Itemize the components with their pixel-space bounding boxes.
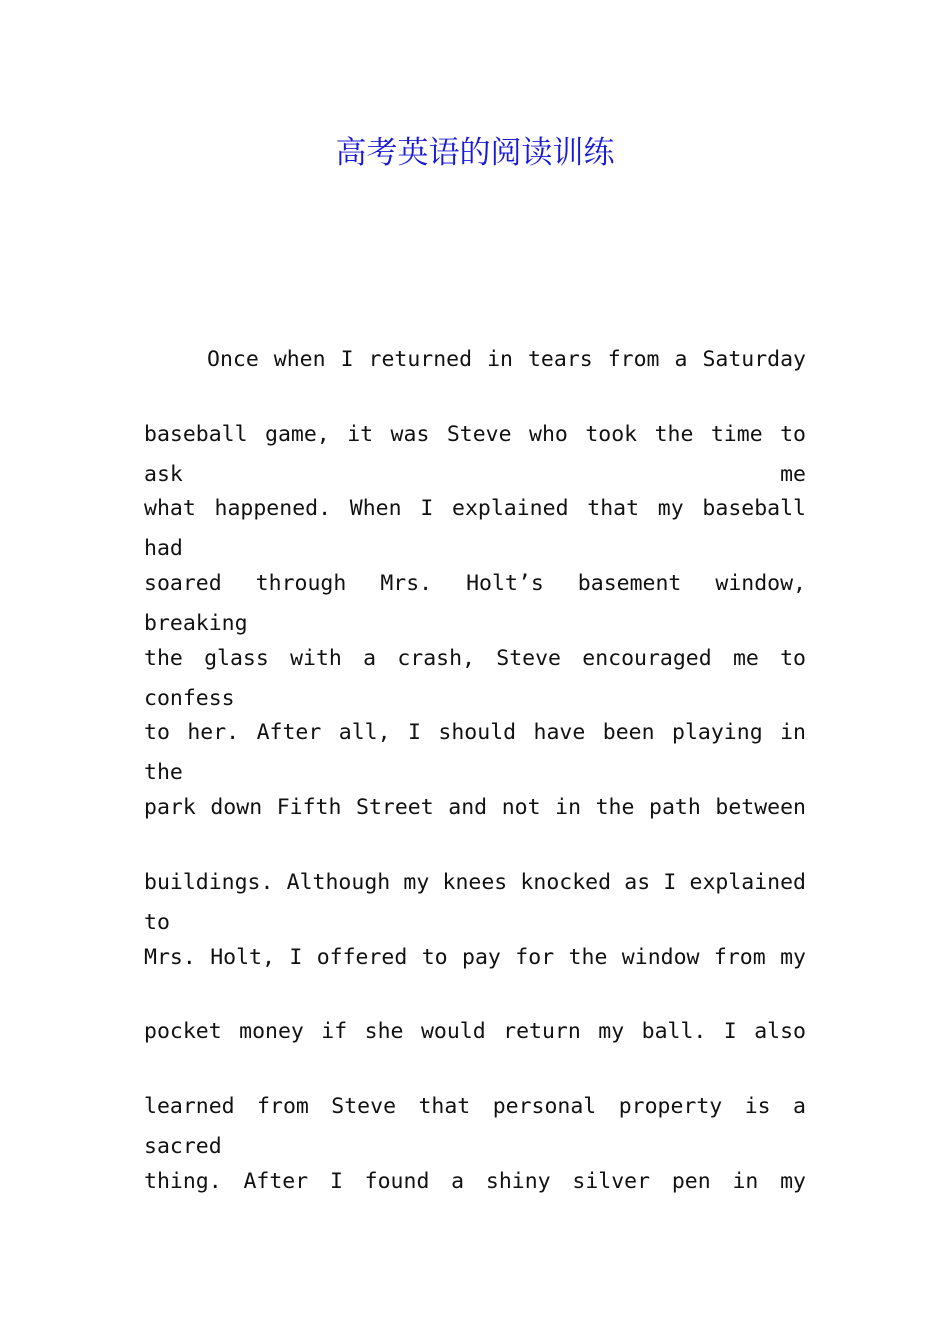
paragraph-line: buildings. Although my knees knocked as I explained to <box>144 869 806 935</box>
paragraph-line: park down Fifth Street and not in the path between <box>144 795 806 821</box>
paragraph-line: to her. After all, I should have been playing in the <box>144 720 806 786</box>
paragraph-line: thing. After I found a shiny silver pen in my <box>144 1168 806 1194</box>
document-title: 高考英语的阅读训练 <box>335 135 615 171</box>
paragraph-line: Once when I returned in tears from a Saturday <box>207 347 806 372</box>
paragraph-line: the glass with a crash, Steve encouraged me to confess <box>144 645 806 711</box>
paragraph-line: learned from Steve that personal property is a sacred <box>144 1093 806 1159</box>
paragraph-line: baseball game, it was Steve who took the time to ask me <box>144 421 806 487</box>
paragraph-line: pocket money if she would return my ball. I also <box>144 1019 806 1045</box>
paragraph-line: Mrs. Holt, I offered to pay for the window from my <box>144 944 806 970</box>
paragraph-line: soared through Mrs. Holt’s basement window, breaking <box>144 571 806 637</box>
body-paragraph <box>144 340 806 1236</box>
paragraph-line: what happened. When I explained that my baseball had <box>144 496 806 562</box>
